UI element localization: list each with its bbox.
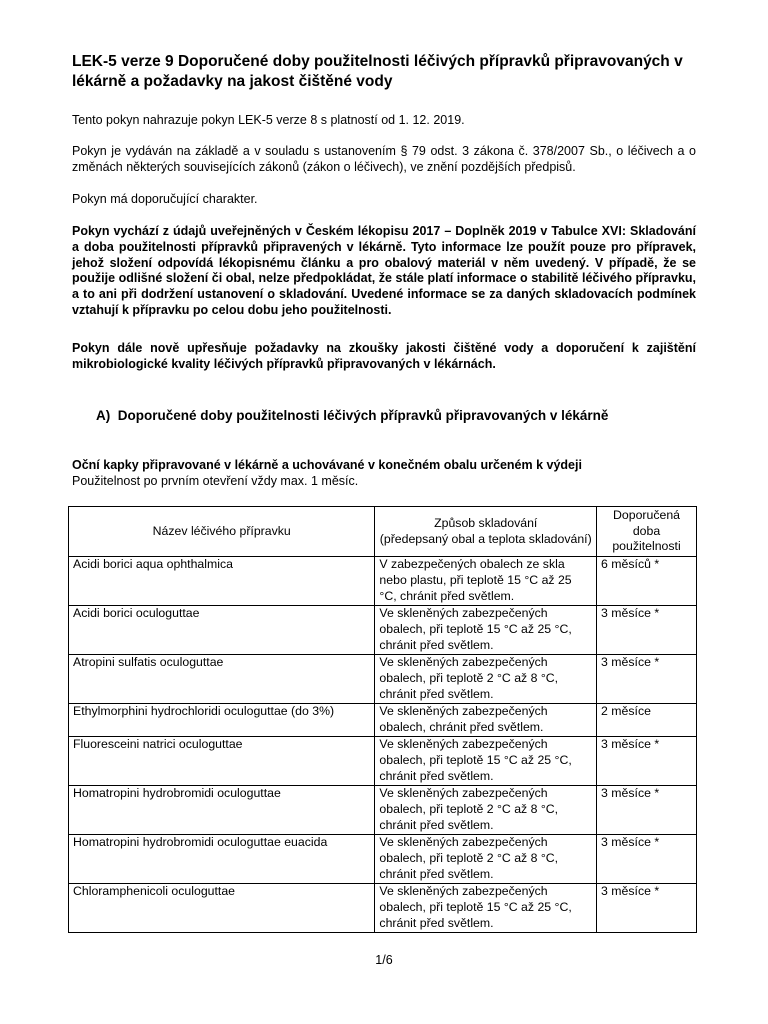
drug-shelf-life: 3 měsíce * xyxy=(597,786,697,835)
drug-shelf-life: 2 měsíce xyxy=(597,704,697,737)
page-number: 1/6 xyxy=(375,953,393,967)
drug-shelf-life: 3 měsíce * xyxy=(597,606,697,655)
table-row xyxy=(69,655,697,704)
section-a-title: Doporučené doby použitelnosti léčivých přípravků připravovaných v lékárně xyxy=(117,408,609,423)
intro-paragraph-3: Pokyn má doporučující charakter. xyxy=(72,192,258,206)
section-a-label: A) xyxy=(96,408,111,423)
table-row xyxy=(69,835,697,884)
header-shelf-life: Doporučená doba použitelnosti xyxy=(597,507,697,557)
section-a-heading xyxy=(96,407,608,425)
table-row xyxy=(69,704,697,737)
drug-shelf-life: 3 měsíce * xyxy=(597,737,697,786)
drug-storage: Ve skleněných zabezpečených obalech, chránit před světlem. xyxy=(375,704,597,737)
drug-storage: Ve skleněných zabezpečených obalech, při teplotě 15 °C až 25 °C, chránit před světlem. xyxy=(375,737,597,786)
drug-name: Chloramphenicoli oculoguttae xyxy=(69,884,375,933)
drug-name: Acidi borici aqua ophthalmica xyxy=(69,557,375,606)
drug-shelf-life: 3 měsíce * xyxy=(597,655,697,704)
drug-storage: Ve skleněných zabezpečených obalech, při teplotě 2 °C až 8 °C, chránit před světlem. xyxy=(375,655,597,704)
table-row xyxy=(69,786,697,835)
eye-drops-heading: Oční kapky připravované v lékárně a uchovávané v konečném obalu určeném k výdeji xyxy=(72,458,582,472)
drug-shelf-life: 6 měsíců * xyxy=(597,557,697,606)
drug-name: Ethylmorphini hydrochloridi oculoguttae (do 3%) xyxy=(69,704,375,737)
header-storage-sub: (předepsaný obal a teplota skladování) xyxy=(379,531,592,546)
drug-name: Fluoresceini natrici oculoguttae xyxy=(69,737,375,786)
eye-drops-note: Použitelnost po prvním otevření vždy max. 1 měsíc. xyxy=(72,474,359,488)
table-row xyxy=(69,737,697,786)
drug-storage: Ve skleněných zabezpečených obalech, při teplotě 15 °C až 25 °C, chránit před světlem. xyxy=(375,606,597,655)
table-row xyxy=(69,557,697,606)
drug-shelf-life: 3 měsíce * xyxy=(597,884,697,933)
drug-shelf-life: 3 měsíce * xyxy=(597,835,697,884)
header-name: Název léčivého přípravku xyxy=(69,507,375,557)
drug-name: Homatropini hydrobromidi oculoguttae euacida xyxy=(69,835,375,884)
document-title: LEK-5 verze 9 Doporučené doby použitelnosti léčivých přípravků připravovaných v lékárně a požadavky na jakost čištěné vody xyxy=(72,53,683,90)
drug-storage: Ve skleněných zabezpečených obalech, při teplotě 2 °C až 8 °C, chránit před světlem. xyxy=(375,786,597,835)
intro-paragraph-1: Tento pokyn nahrazuje pokyn LEK-5 verze 8 s platností od 1. 12. 2019. xyxy=(72,113,465,127)
drug-storage: Ve skleněných zabezpečených obalech, při teplotě 15 °C až 25 °C, chránit před světlem. xyxy=(375,884,597,933)
table-row xyxy=(69,606,697,655)
intro-paragraph-2: Pokyn je vydáván na základě a v souladu s ustanovením § 79 odst. 3 zákona č. 378/2007 Sb., o léčivech a o změnách některých souvisejících zákonů (zákon o léčivech), ve znění pozdějších předpisů. xyxy=(72,144,696,174)
drug-storage: Ve skleněných zabezpečených obalech, při teplotě 2 °C až 8 °C, chránit před světlem. xyxy=(375,835,597,884)
table-row xyxy=(69,884,697,933)
header-storage-title: Způsob skladování xyxy=(434,515,538,530)
intro-paragraph-4: Pokyn vychází z údajů uveřejněných v Českém lékopisu 2017 – Doplněk 2019 v Tabulce XVI: Skladování a doba použitelnosti přípravků připravených v lékárně. Tyto informace lze použít pouze pro přípravek, jehož složení odpovídá lékopisnému článku a pro obalový materiál v něm uvedený. V případě, že se použije odlišné složení či obal, nelze předpokládat, že stále platí informace o stabilitě léčivého přípravku, a to ani při dodržení ustanovení o skladování. Uvedené informace se za daných skladovacích podmínek vztahují k přípravku po celou dobu jeho použitelnosti. xyxy=(72,224,696,317)
drug-name: Acidi borici oculoguttae xyxy=(69,606,375,655)
drug-name: Atropini sulfatis oculoguttae xyxy=(69,655,375,704)
table-header-row xyxy=(69,507,697,557)
drug-storage: V zabezpečených obalech ze skla nebo plastu, při teplotě 15 °C až 25 °C, chránit před světlem. xyxy=(375,557,597,606)
drug-name: Homatropini hydrobromidi oculoguttae xyxy=(69,786,375,835)
header-storage xyxy=(375,507,597,557)
shelf-life-table xyxy=(68,506,697,933)
intro-paragraph-5: Pokyn dále nově upřesňuje požadavky na zkoušky jakosti čištěné vody a doporučení k zajištění mikrobiologické kvality léčivých přípravků připravovaných v lékárnách. xyxy=(72,341,696,371)
